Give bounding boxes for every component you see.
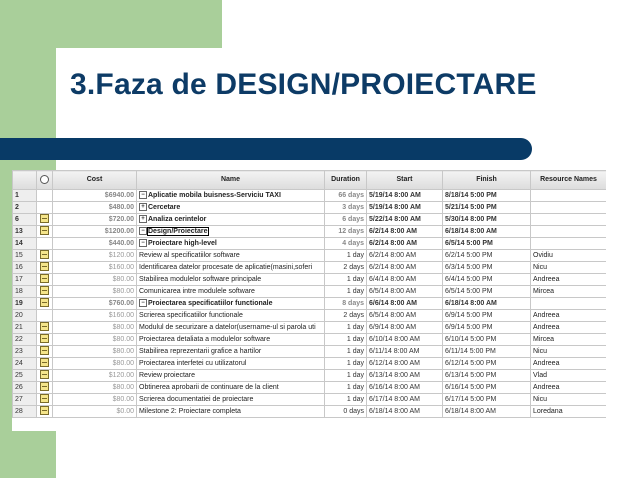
row-resource[interactable]: Andreea [531, 310, 607, 322]
row-indicator [37, 346, 53, 358]
row-id[interactable]: 28 [13, 406, 37, 418]
note-icon[interactable] [40, 226, 49, 235]
row-finish[interactable]: 6/5/14 5:00 PM [443, 286, 531, 298]
row-id[interactable]: 15 [13, 250, 37, 262]
row-duration[interactable]: 8 days [325, 298, 367, 310]
row-finish[interactable]: 6/4/14 5:00 PM [443, 274, 531, 286]
row-start[interactable]: 5/19/14 8:00 AM [367, 202, 443, 214]
header-select-all[interactable] [13, 171, 37, 190]
row-id[interactable]: 24 [13, 358, 37, 370]
row-finish[interactable]: 6/10/14 5:00 PM [443, 334, 531, 346]
row-id[interactable]: 21 [13, 322, 37, 334]
note-icon[interactable] [40, 370, 49, 379]
task-row[interactable] [13, 238, 607, 250]
row-name: Review al specificatiilor software [139, 251, 240, 259]
row-indicator [37, 406, 53, 418]
note-icon[interactable] [40, 250, 49, 259]
task-row[interactable] [13, 298, 607, 310]
row-duration[interactable]: 0 days [325, 406, 367, 418]
row-indicator [37, 238, 53, 250]
row-start[interactable]: 6/18/14 8:00 AM [367, 406, 443, 418]
row-resource[interactable]: Ovidiu [531, 250, 607, 262]
note-icon[interactable] [40, 334, 49, 343]
row-resource[interactable]: Mircea [531, 334, 607, 346]
row-name: Comunicarea intre modulele software [139, 287, 255, 295]
task-rows [13, 190, 607, 418]
row-cost[interactable]: $120.00 [53, 370, 137, 382]
row-name: Aplicatie mobila buisness-Serviciu TAXI [148, 191, 281, 199]
row-id[interactable]: 22 [13, 334, 37, 346]
row-name: Analiza cerintelor [148, 215, 207, 223]
row-name-cell[interactable] [137, 394, 325, 406]
row-indicator [37, 370, 53, 382]
task-row[interactable] [13, 190, 607, 202]
row-finish[interactable]: 6/5/14 5:00 PM [443, 238, 531, 250]
header-indicators[interactable] [37, 171, 53, 190]
row-id[interactable]: 14 [13, 238, 37, 250]
slide-title: 3.Faza de DESIGN/PROIECTARE [70, 68, 537, 101]
row-resource[interactable]: Andreea [531, 322, 607, 334]
row-resource[interactable]: Mircea [531, 286, 607, 298]
row-duration[interactable]: 3 days [325, 202, 367, 214]
row-indicator [37, 394, 53, 406]
row-duration[interactable]: 1 day [325, 322, 367, 334]
row-finish[interactable]: 6/12/14 5:00 PM [443, 358, 531, 370]
row-id[interactable]: 23 [13, 346, 37, 358]
note-icon[interactable] [40, 262, 49, 271]
row-start[interactable]: 5/19/14 8:00 AM [367, 190, 443, 202]
row-id[interactable]: 19 [13, 298, 37, 310]
info-icon [40, 175, 49, 184]
row-finish[interactable]: 6/2/14 5:00 PM [443, 250, 531, 262]
row-indicator [37, 382, 53, 394]
row-cost[interactable]: $440.00 [53, 238, 137, 250]
row-start[interactable]: 6/2/14 8:00 AM [367, 226, 443, 238]
task-row[interactable] [13, 214, 607, 226]
row-name: Proiectarea detaliata a modulelor software [139, 335, 271, 343]
row-name: Scrierea specificatiilor functionale [139, 311, 243, 319]
row-indicator [37, 274, 53, 286]
row-name-cell[interactable] [137, 382, 325, 394]
row-start[interactable]: 6/2/14 8:00 AM [367, 250, 443, 262]
row-start[interactable]: 6/12/14 8:00 AM [367, 358, 443, 370]
row-name-cell[interactable] [137, 358, 325, 370]
row-cost[interactable]: $80.00 [53, 394, 137, 406]
row-id[interactable]: 27 [13, 394, 37, 406]
task-row[interactable] [13, 382, 607, 394]
task-row[interactable] [13, 358, 607, 370]
row-name-cell[interactable] [137, 274, 325, 286]
row-start[interactable]: 6/5/14 8:00 AM [367, 310, 443, 322]
task-row[interactable] [13, 202, 607, 214]
task-row[interactable] [13, 262, 607, 274]
note-icon[interactable] [40, 394, 49, 403]
row-name-cell[interactable] [137, 334, 325, 346]
row-resource[interactable]: Andreea [531, 382, 607, 394]
row-finish[interactable]: 5/21/14 5:00 PM [443, 202, 531, 214]
row-name: Stabilirea modulelor software principale [139, 275, 262, 283]
row-name: Modulul de securizare a datelor(username-ul si parola uti [139, 323, 316, 331]
row-duration[interactable]: 66 days [325, 190, 367, 202]
note-icon[interactable] [40, 346, 49, 355]
row-resource[interactable] [531, 226, 607, 238]
header-duration[interactable]: Duration [325, 171, 367, 190]
row-duration[interactable]: 1 day [325, 346, 367, 358]
row-finish[interactable]: 6/18/14 8:00 AM [443, 406, 531, 418]
note-icon[interactable] [40, 214, 49, 223]
header-start[interactable]: Start [367, 171, 443, 190]
task-row[interactable] [13, 322, 607, 334]
task-row[interactable] [13, 310, 607, 322]
row-cost[interactable]: $80.00 [53, 286, 137, 298]
row-finish[interactable]: 6/17/14 5:00 PM [443, 394, 531, 406]
row-id[interactable]: 18 [13, 286, 37, 298]
row-duration[interactable]: 1 day [325, 370, 367, 382]
row-cost[interactable]: $160.00 [53, 310, 137, 322]
row-finish[interactable]: 6/18/14 8:00 AM [443, 226, 531, 238]
row-resource[interactable] [531, 202, 607, 214]
row-name-cell[interactable] [137, 250, 325, 262]
row-resource[interactable] [531, 298, 607, 310]
row-id[interactable]: 6 [13, 214, 37, 226]
row-resource[interactable]: Nicu [531, 262, 607, 274]
row-cost[interactable]: $120.00 [53, 250, 137, 262]
row-start[interactable]: 6/2/14 8:00 AM [367, 238, 443, 250]
row-id[interactable]: 25 [13, 370, 37, 382]
row-name: Proiectarea interfetei cu utilizatorul [139, 359, 247, 367]
note-icon[interactable] [40, 406, 49, 415]
row-cost[interactable]: $0.00 [53, 406, 137, 418]
header-row [13, 171, 607, 190]
row-indicator [37, 358, 53, 370]
task-row[interactable] [13, 406, 607, 418]
row-cost[interactable]: $80.00 [53, 382, 137, 394]
row-start[interactable]: 6/10/14 8:00 AM [367, 334, 443, 346]
row-start[interactable]: 6/6/14 8:00 AM [367, 298, 443, 310]
row-indicator [37, 286, 53, 298]
row-resource[interactable] [531, 238, 607, 250]
task-row[interactable] [13, 346, 607, 358]
task-row[interactable] [13, 226, 607, 238]
row-indicator [37, 298, 53, 310]
row-finish[interactable]: 6/3/14 5:00 PM [443, 262, 531, 274]
collapse-icon[interactable]: − [139, 299, 147, 307]
note-icon[interactable] [40, 358, 49, 367]
row-id[interactable]: 17 [13, 274, 37, 286]
row-finish[interactable]: 6/9/14 5:00 PM [443, 322, 531, 334]
note-icon[interactable] [40, 286, 49, 295]
row-id[interactable]: 13 [13, 226, 37, 238]
row-name: Scrierea documentatiei de proiectare [139, 395, 254, 403]
row-indicator [37, 322, 53, 334]
row-name-cell[interactable] [137, 202, 325, 214]
row-duration[interactable]: 2 days [325, 262, 367, 274]
row-resource[interactable]: Nicu [531, 346, 607, 358]
row-id[interactable]: 20 [13, 310, 37, 322]
row-start[interactable]: 6/13/14 8:00 AM [367, 370, 443, 382]
task-row[interactable] [13, 286, 607, 298]
row-duration[interactable]: 1 day [325, 286, 367, 298]
row-finish[interactable]: 6/16/14 5:00 PM [443, 382, 531, 394]
row-resource[interactable]: Vlad [531, 370, 607, 382]
header-name[interactable]: Name [137, 171, 325, 190]
row-start[interactable]: 6/11/14 8:00 AM [367, 346, 443, 358]
note-icon[interactable] [40, 274, 49, 283]
header-resource-names[interactable]: Resource Names [531, 171, 607, 190]
row-duration[interactable]: 1 day [325, 358, 367, 370]
row-duration[interactable]: 4 days [325, 238, 367, 250]
row-id[interactable]: 16 [13, 262, 37, 274]
row-name-cell[interactable] [137, 322, 325, 334]
row-cost[interactable]: $80.00 [53, 322, 137, 334]
row-resource[interactable]: Nicu [531, 394, 607, 406]
task-row[interactable] [13, 250, 607, 262]
row-cost[interactable]: $160.00 [53, 262, 137, 274]
row-cost[interactable]: $760.00 [53, 298, 137, 310]
row-resource[interactable]: Andreea [531, 358, 607, 370]
task-row[interactable] [13, 394, 607, 406]
row-finish[interactable]: 6/13/14 5:00 PM [443, 370, 531, 382]
row-cost[interactable]: $480.00 [53, 202, 137, 214]
row-start[interactable]: 5/22/14 8:00 AM [367, 214, 443, 226]
row-cost[interactable]: $6940.00 [53, 190, 137, 202]
task-sheet [12, 170, 606, 431]
title-rule-bar [0, 138, 532, 160]
task-row[interactable] [13, 274, 607, 286]
row-cost[interactable]: $80.00 [53, 334, 137, 346]
row-start[interactable]: 6/16/14 8:00 AM [367, 382, 443, 394]
row-indicator [37, 214, 53, 226]
row-finish[interactable]: 8/18/14 5:00 PM [443, 190, 531, 202]
note-icon[interactable] [40, 382, 49, 391]
row-name-cell[interactable] [137, 406, 325, 418]
row-name-cell[interactable] [137, 370, 325, 382]
row-resource[interactable] [531, 214, 607, 226]
row-name: Proiectarea specificatiilor functionale [148, 299, 273, 307]
row-id[interactable]: 1 [13, 190, 37, 202]
row-name: Obtinerea aprobarii de continuare de la client [139, 383, 279, 391]
row-duration[interactable]: 1 day [325, 334, 367, 346]
row-indicator [37, 334, 53, 346]
row-start[interactable]: 6/4/14 8:00 AM [367, 274, 443, 286]
row-name: Design/Proiectare [148, 227, 208, 235]
row-resource[interactable]: Loredana [531, 406, 607, 418]
row-name: Milestone 2: Proiectare completa [139, 407, 241, 415]
row-name-cell[interactable] [137, 262, 325, 274]
row-cost[interactable]: $80.00 [53, 346, 137, 358]
row-resource[interactable]: Andreea [531, 274, 607, 286]
row-duration[interactable]: 1 day [325, 250, 367, 262]
row-name: Stabilirea reprezentarii grafice a hartilor [139, 347, 262, 355]
header-finish[interactable]: Finish [443, 171, 531, 190]
row-name-cell[interactable] [137, 214, 325, 226]
row-cost[interactable]: $720.00 [53, 214, 137, 226]
row-indicator [37, 202, 53, 214]
row-name-cell[interactable] [137, 190, 325, 202]
row-id[interactable]: 2 [13, 202, 37, 214]
row-finish[interactable]: 5/30/14 8:00 PM [443, 214, 531, 226]
row-duration[interactable]: 2 days [325, 310, 367, 322]
collapse-icon[interactable]: − [139, 239, 147, 247]
row-name-cell[interactable] [137, 298, 325, 310]
row-duration[interactable]: 12 days [325, 226, 367, 238]
row-indicator [37, 310, 53, 322]
row-name: Cercetare [148, 203, 181, 211]
note-icon[interactable] [40, 322, 49, 331]
row-finish[interactable]: 6/9/14 5:00 PM [443, 310, 531, 322]
task-row[interactable] [13, 334, 607, 346]
row-start[interactable]: 6/17/14 8:00 AM [367, 394, 443, 406]
note-icon[interactable] [40, 298, 49, 307]
row-duration[interactable]: 1 day [325, 382, 367, 394]
row-cost[interactable]: $1200.00 [53, 226, 137, 238]
row-cost[interactable]: $80.00 [53, 274, 137, 286]
row-id[interactable]: 26 [13, 382, 37, 394]
row-start[interactable]: 6/2/14 8:00 AM [367, 262, 443, 274]
row-name: Proiectare high-level [148, 239, 217, 247]
collapse-icon[interactable]: − [139, 191, 147, 199]
row-name-cell[interactable] [137, 310, 325, 322]
row-duration[interactable]: 1 day [325, 394, 367, 406]
row-name-cell[interactable] [137, 226, 325, 238]
row-cost[interactable]: $80.00 [53, 358, 137, 370]
row-indicator [37, 226, 53, 238]
row-name-cell[interactable] [137, 286, 325, 298]
expand-icon[interactable]: + [139, 215, 147, 223]
row-name: Identificarea datelor procesate de aplicatie(masini,soferi [139, 263, 313, 271]
row-name-cell[interactable] [137, 238, 325, 250]
row-finish[interactable]: 6/11/14 5:00 PM [443, 346, 531, 358]
expand-icon[interactable]: + [139, 203, 147, 211]
row-name: Review proiectare [139, 371, 196, 379]
row-indicator [37, 262, 53, 274]
row-finish[interactable]: 6/18/14 8:00 AM [443, 298, 531, 310]
row-duration[interactable]: 1 day [325, 274, 367, 286]
row-start[interactable]: 6/9/14 8:00 AM [367, 322, 443, 334]
row-name-cell[interactable] [137, 346, 325, 358]
row-indicator [37, 190, 53, 202]
task-table [12, 170, 606, 418]
header-cost[interactable]: Cost [53, 171, 137, 190]
row-start[interactable]: 6/5/14 8:00 AM [367, 286, 443, 298]
task-row[interactable] [13, 370, 607, 382]
row-resource[interactable] [531, 190, 607, 202]
row-duration[interactable]: 6 days [325, 214, 367, 226]
collapse-icon[interactable]: − [139, 227, 147, 235]
row-indicator [37, 250, 53, 262]
